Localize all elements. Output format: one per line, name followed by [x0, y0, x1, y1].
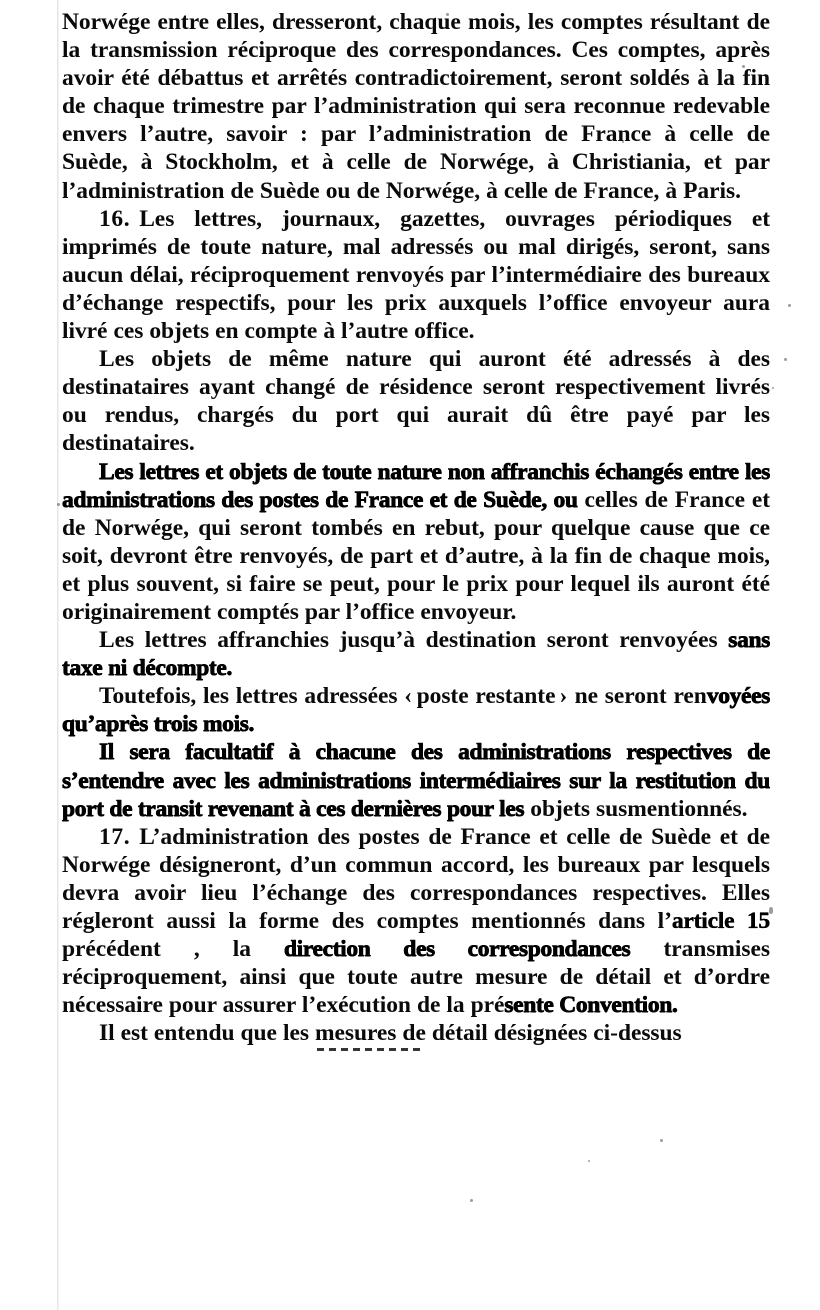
scan-speck: [588, 1160, 590, 1162]
paragraph-text: Norwége entre elles, dresseront, chaque mois, les comptes résultant de la transmission réciproque des correspondances. Ces comptes, après avoir été débattus et arrêtés contradictoirement, seront soldés à la fin de chaque trimestre par l’administration qui sera reconnue redevable envers l’autre, savoir : par l’administration de France à celle de Suède, à Stockholm, et à celle de Norwége, à Christiania, et par l’administration de Suède ou de Norwége, à celle de France, à Paris.: [62, 9, 770, 204]
paragraph-text: transmises réciproquement, ainsi que toute autre mesure de détail et d’ordre nécessaire pour assurer l’exécution de la pré: [62, 936, 770, 1019]
scan-speck: [784, 358, 787, 361]
overinked-text: sans taxe ni décompte.: [62, 627, 770, 682]
scan-speck: [57, 503, 60, 506]
overinked-text: voyées qu’après trois mois.: [62, 683, 770, 738]
paragraph-article-17: [62, 823, 770, 1020]
overinked-text: Il sera facultatif à chacune des administrations respectives de s’entendre avec les administrations intermédiaires sur la restitution du port de transit revenant à ces dernières pour les: [62, 739, 770, 822]
quote-close-mark: ›: [559, 683, 568, 710]
paragraph-text: objets susmentionnés.: [524, 795, 748, 822]
overinked-text: Les lettres et objets de toute nature non affranchis échangés entre les administrations des postes de France et de Suède, ou: [62, 458, 770, 513]
quoted-phrase: poste restante: [416, 683, 556, 710]
paragraph-article-16: [62, 205, 770, 345]
paragraph-poste-restante: [62, 682, 770, 738]
quote-open-mark: ‹: [404, 683, 413, 710]
paragraph-text: Les objets de même nature qui auront été adressés à des destinataires ayant changé de résidence seront respectivement livrés ou rendus, chargés du port qui aurait dû être payé par les destinataires.: [62, 346, 770, 457]
overinked-text: direction des correspondances: [283, 936, 631, 963]
paragraph-il-est-entendu: [62, 1019, 770, 1047]
paragraph-text: L’administration des postes de France et celle de Suède et de Norwége désigneront, d’un commun accord, les bureaux par lesquels devra avoir lieu l’échange des correspondances respectives. Elles régleront aussi la forme des comptes mentionnés dans l’: [62, 823, 770, 934]
underlined-phrase: mesures de: [314, 1020, 426, 1047]
text-column: [62, 8, 770, 1047]
paragraph-text: Les lettres affranchies jusqu’à destination seront renvoyées: [99, 627, 729, 654]
scan-gutter-line-secondary: [58, 0, 59, 1310]
overinked-text: article 15: [671, 908, 770, 934]
paragraph-continued-article-15: [62, 8, 770, 205]
paragraph-text: détail désignées ci-dessus: [425, 1020, 682, 1047]
paragraph-text: ne seront ren: [567, 683, 707, 710]
paragraph-text: précédent , la: [62, 936, 284, 963]
paragraph-objets-meme-nature: [62, 345, 770, 457]
paragraph-text: celles de France et de Norwége, qui seront tombés en rebut, pour quelque cause que ce soit, devront être renvoyés, de part et d’autre, à la fin de chaque mois, et plus souvent, si faire se peut, pour le prix pour lequel ils auront été originairement comptés par l’office envoyeur.: [62, 486, 770, 625]
paragraph-facultatif: [62, 738, 770, 822]
scan-speck: [772, 387, 774, 389]
scan-speck: [660, 1139, 663, 1142]
paragraph-text: Il est entendu que les: [99, 1020, 315, 1047]
scan-speck: [788, 304, 791, 307]
paragraph-non-affranchis: [62, 458, 770, 627]
overinked-text: sente Convention.: [504, 992, 678, 1019]
article-number: 16.: [99, 205, 131, 232]
scan-speck: [470, 1199, 473, 1202]
paragraph-affranchies-destination: [62, 626, 770, 682]
paragraph-text: Les lettres, journaux, gazettes, ouvrages périodiques et imprimés de toute nature, mal adressés ou mal dirigés, seront, sans aucun délai, réciproquement renvoyés par l’intermédiaire des bureaux d’échange respectifs, pour les prix auxquels l’office envoyeur aura livré ces objets en compte à l’autre office.: [62, 205, 770, 345]
paragraph-text: Toutefois, les lettres adressées: [99, 683, 405, 710]
article-number: 17.: [99, 823, 131, 850]
